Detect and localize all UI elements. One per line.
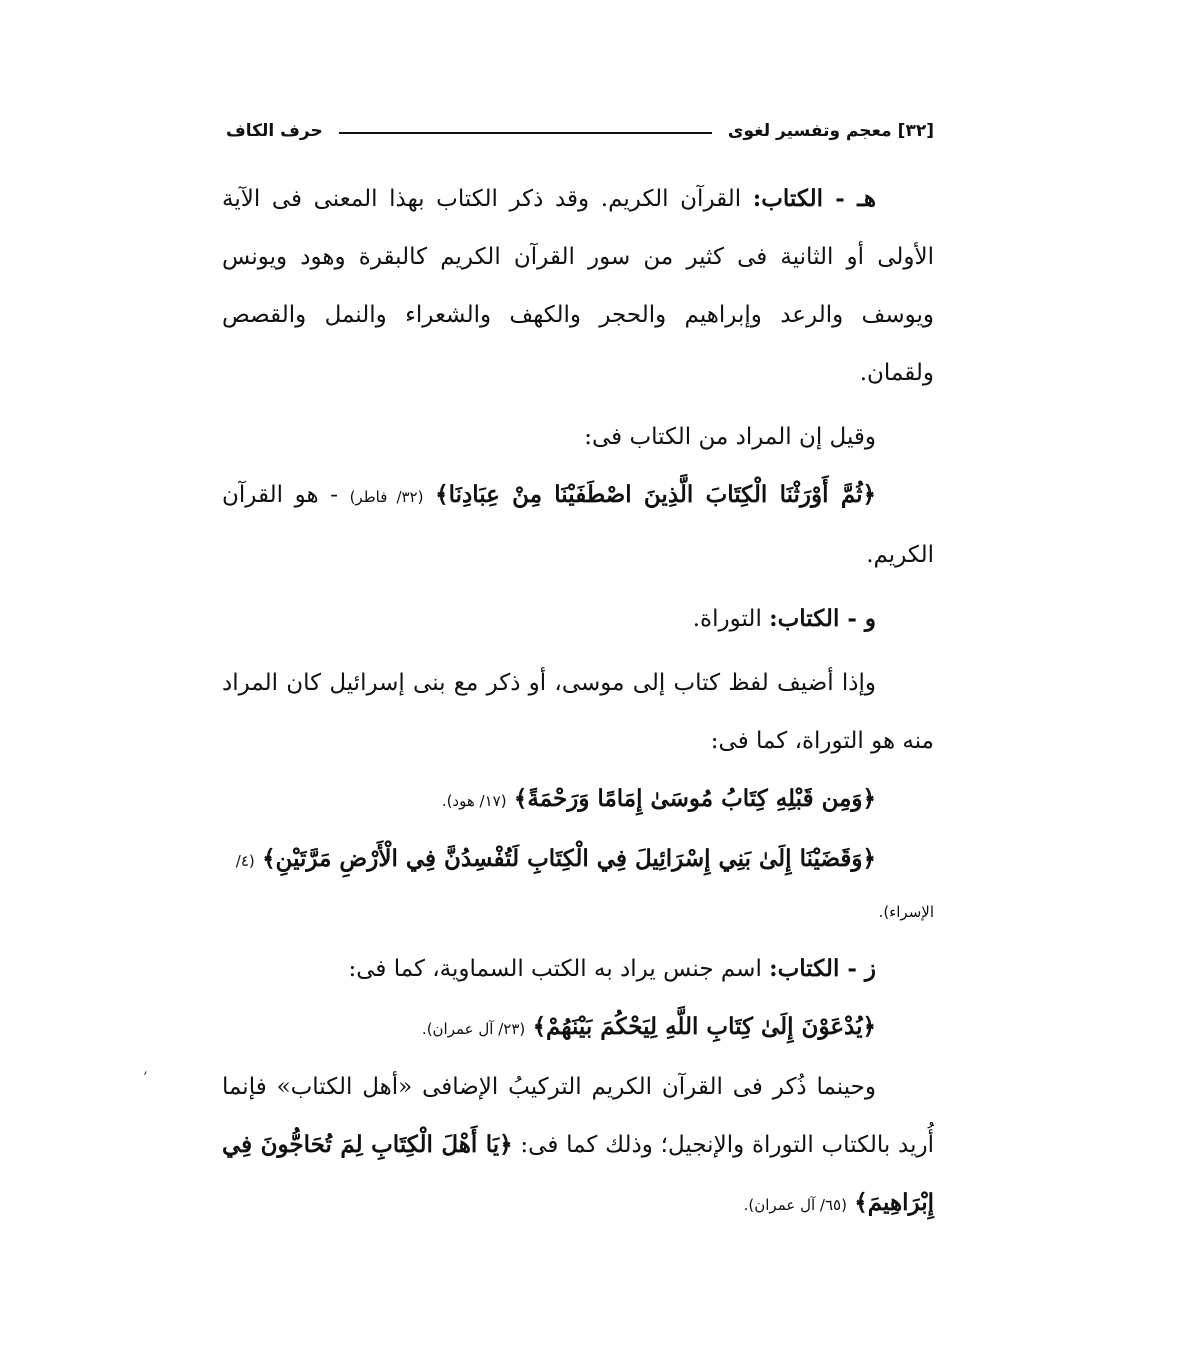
paragraph-heh — [222, 170, 934, 402]
paragraph-final — [222, 1058, 934, 1234]
entry-label: هـ - الكتاب: — [752, 185, 876, 212]
verse-reference: (٤/ — [235, 852, 255, 870]
verse-reference: (٦٥/ آل عمران). — [743, 1196, 847, 1214]
page-header — [226, 116, 934, 146]
book-title: معجم وتفسير لغوى — [727, 121, 892, 141]
entry-label: ز - الكتاب: — [769, 955, 876, 982]
quran-verse: ﴿وَقَضَيْنَا إِلَىٰ بَنِي إِسْرَائِيلَ فِي الْكِتَابِ لَتُفْسِدُنَّ فِي الْأَرْضِ مَرَّتَيْنِ﴾ — [262, 845, 876, 872]
verse-line-imran — [222, 998, 934, 1058]
paragraph-qila-intro: وقيل إن المراد من الكتاب فى: — [584, 424, 876, 450]
paragraph-qila-verse — [222, 466, 934, 584]
verse-reference: (٣٢/ فاطر) — [349, 488, 424, 506]
paragraph-text: التوراة. — [692, 606, 770, 632]
quran-verse: ﴿يَا أَهْلَ الْكِتَابِ لِمَ تُحَاجُّونَ فِي إِبْرَاهِيمَ﴾ — [222, 1131, 934, 1216]
entry-label: و - الكتاب: — [769, 605, 876, 632]
verse-reference-continued: الإسراء). — [878, 903, 934, 921]
paragraph-text: وحينما ذُكر فى القرآن الكريم التركيبُ الإضافى «أهل الكتاب» فإنما أُريد بالكتاب التوراة والإنجيل؛ وذلك كما فى: — [222, 1074, 934, 1158]
paragraph-idha: وإذا أضيف لفظ كتاب إلى موسى، أو ذكر مع بنى إسرائيل كان المراد منه هو التوراة، كما فى: — [222, 670, 934, 754]
scan-speck: ’ — [143, 1070, 148, 1086]
quran-verse: ﴿وَمِن قَبْلِهِ كِتَابُ مُوسَىٰ إِمَامًا وَرَحْمَةً﴾ — [513, 785, 876, 812]
page-body — [222, 170, 934, 1234]
verse-line-isra — [222, 830, 934, 890]
page-number: [٣٢] — [897, 121, 934, 141]
verse-line-hud — [222, 770, 934, 830]
verse-reference: (١٧/ هود). — [441, 792, 507, 810]
paragraph-waw — [222, 590, 934, 648]
paragraph-zay — [222, 940, 934, 998]
quran-verse: ﴿ثُمَّ أَوْرَثْنَا الْكِتَابَ الَّذِينَ اصْطَفَيْنَا مِنْ عِبَادِنَا﴾ — [435, 481, 876, 508]
chapter-title: حرف الكاف — [226, 121, 323, 141]
quran-verse: ﴿يُدْعَوْنَ إِلَىٰ كِتَابِ اللَّهِ لِيَحْكُمَ بَيْنَهُمْ﴾ — [532, 1013, 876, 1040]
paragraph-text: اسم جنس يراد به الكتب السماوية، كما فى: — [348, 956, 770, 982]
header-rule — [339, 132, 712, 134]
verse-reference: (٢٣/ آل عمران). — [421, 1020, 526, 1038]
paragraph-text: القرآن الكريم. وقد ذكر الكتاب بهذا المعنى فى الآية الأولى أو الثانية فى كثير من سور القرآن الكريم كالبقرة وهود ويونس ويوسف والرعد وإبراهيم والحجر والكهف والشعراء والنمل والقصص ولقمان. — [222, 186, 934, 386]
paragraph-text: - هو القرآن الكريم. — [222, 482, 934, 568]
